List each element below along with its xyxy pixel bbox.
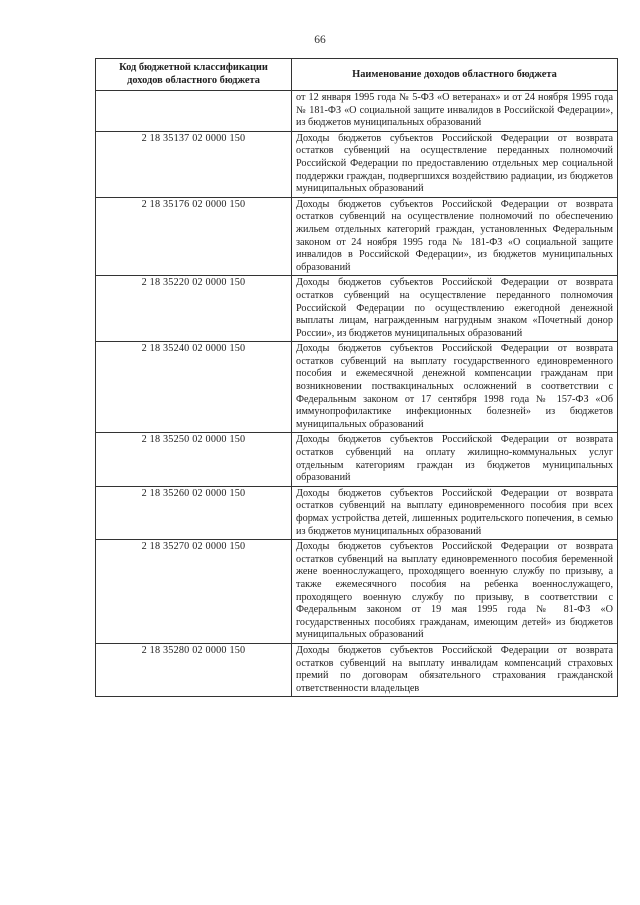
row-code: 2 18 35240 02 0000 150	[96, 342, 292, 433]
row-code: 2 18 35250 02 0000 150	[96, 433, 292, 486]
table-row	[96, 433, 618, 486]
table-row	[96, 131, 618, 197]
table-row	[96, 342, 618, 433]
row-name: Доходы бюджетов субъектов Российской Федерации от возврата остатков субвенций на осуществление переданного полномочия Российской Федерации по осуществлению ежегодной денежной выплаты лицам, награжденным нагрудным знаком «Почетный донор России», из бюджетов муниципальных образований	[292, 276, 618, 342]
row-code: 2 18 35176 02 0000 150	[96, 197, 292, 276]
table-row	[96, 643, 618, 696]
row-code: 2 18 35280 02 0000 150	[96, 643, 292, 696]
row-code	[96, 91, 292, 132]
header-code: Код бюджетной классификации доходов областного бюджета	[96, 59, 292, 91]
table-row	[96, 197, 618, 276]
table-header-row	[96, 59, 618, 91]
row-name: Доходы бюджетов субъектов Российской Федерации от возврата остатков субвенций на выплату государственного единовременного пособия и ежемесячной денежной компенсации гражданам при возникновении поствакцинальных осложнений в соответствии с Федеральным законом от 17 сентября 1998 года № 157-ФЗ «Об иммунопрофилактике инфекционных болезней» из бюджетов муниципальных образований	[292, 342, 618, 433]
row-name: Доходы бюджетов субъектов Российской Федерации от возврата остатков субвенций на оплату жилищно-коммунальных услуг отдельным категориям граждан из бюджетов муниципальных образований	[292, 433, 618, 486]
page-number: 66	[314, 34, 326, 46]
row-code: 2 18 35270 02 0000 150	[96, 540, 292, 644]
row-code: 2 18 35260 02 0000 150	[96, 486, 292, 539]
row-name: Доходы бюджетов субъектов Российской Федерации от возврата остатков субвенций на осуществление переданных полномочий Российской Федерации по предоставлению отдельных мер социальной поддержки граждан, подвергшихся воздействию радиации, из бюджетов муниципальных образований	[292, 131, 618, 197]
table-row	[96, 486, 618, 539]
row-code: 2 18 35220 02 0000 150	[96, 276, 292, 342]
row-name: Доходы бюджетов субъектов Российской Федерации от возврата остатков субвенций на выплату единовременного пособия беременной жене военнослужащего, проходящего военную службу по призыву, а также ежемесячного пособия на ребенка военнослужащего, проходящего военную службу по призыву, в соответствии с Федеральным законом от 19 мая 1995 года № 81-ФЗ «О государственных пособиях гражданам, имеющим детей» из бюджетов муниципальных образований	[292, 540, 618, 644]
row-name: Доходы бюджетов субъектов Российской Федерации от возврата остатков субвенций на выплату единовременного пособия при всех формах устройства детей, лишенных родительского попечения, в семью из бюджетов муниципальных образований	[292, 486, 618, 539]
row-code: 2 18 35137 02 0000 150	[96, 131, 292, 197]
table-row	[96, 276, 618, 342]
row-name: Доходы бюджетов субъектов Российской Федерации от возврата остатков субвенций на осуществление полномочий по обеспечению жильем отдельных категорий граждан, установленных Федеральным законом от 24 ноября 1995 года № 181-ФЗ «О социальной защите инвалидов в Российской Федерации», из бюджетов муниципальных образований	[292, 197, 618, 276]
table-row	[96, 91, 618, 132]
row-name: от 12 января 1995 года № 5-ФЗ «О ветеранах» и от 24 ноября 1995 года № 181-ФЗ «О социальной защите инвалидов в Российской Федерации», из бюджетов муниципальных образований	[292, 91, 618, 132]
revenue-classification-table	[95, 58, 618, 697]
row-name: Доходы бюджетов субъектов Российской Федерации от возврата остатков субвенций на выплату инвалидам компенсаций страховых премий по договорам обязательного страхования гражданской ответственности владельцев	[292, 643, 618, 696]
table-row	[96, 540, 618, 644]
header-name: Наименование доходов областного бюджета	[292, 59, 618, 91]
